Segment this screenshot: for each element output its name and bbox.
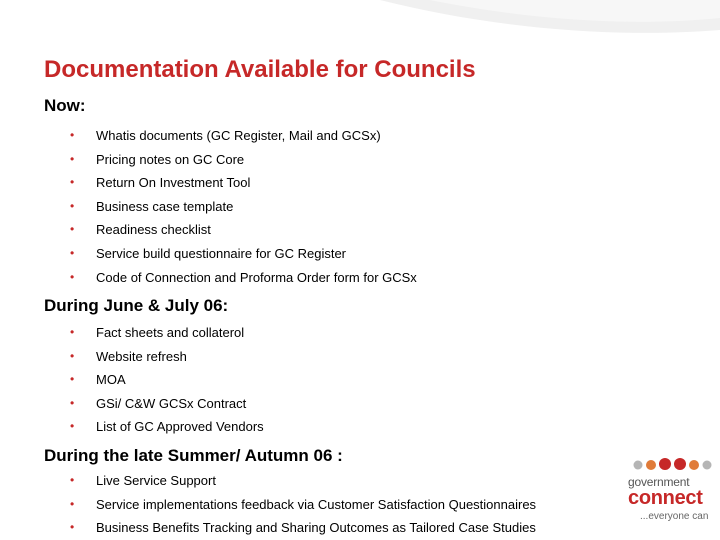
list-june-july — [70, 321, 264, 439]
list-item-text: Service implementations feedback via Customer Satisfaction Questionnaires — [96, 496, 537, 512]
list-item-text: List of GC Approved Vendors — [96, 419, 264, 435]
bullet-icon: • — [70, 520, 75, 535]
list-item — [70, 171, 417, 195]
logo-tagline: ...everyone can — [640, 511, 709, 522]
list-item-text: Whatis documents (GC Register, Mail and GCSx) — [96, 128, 381, 143]
list-item-text: Readiness checklist — [96, 222, 211, 238]
list-item-text: Pricing notes on GC Core — [96, 151, 245, 167]
section-heading-now: Now: — [44, 96, 86, 115]
list-item-text: GSi/ C&W GCSx Contract — [96, 395, 247, 411]
list-item — [70, 218, 417, 242]
list-item-text: Live Service Support — [96, 473, 216, 488]
bullet-icon: • — [70, 151, 75, 166]
list-item-text: Code of Connection and Proforma Order form for GCSx — [96, 269, 417, 285]
bullet-icon: • — [70, 198, 75, 213]
bullet-icon: • — [70, 269, 75, 284]
list-item — [70, 345, 264, 369]
bullet-icon: • — [70, 395, 75, 410]
bullet-icon: • — [70, 175, 75, 190]
section-heading-june-july: During June & July 06: — [44, 296, 229, 315]
list-item-text: MOA — [96, 372, 126, 388]
logo-dots-icon — [632, 456, 716, 472]
logo-word-connect: connect — [628, 487, 703, 509]
bullet-icon: • — [70, 473, 75, 487]
list-item — [70, 469, 536, 493]
list-item — [70, 242, 417, 266]
list-item — [70, 148, 417, 172]
list-item — [70, 321, 264, 345]
list-now — [70, 124, 417, 289]
list-item — [70, 392, 264, 416]
bullet-icon: • — [70, 348, 75, 363]
list-item-text: Fact sheets and collaterol — [96, 325, 245, 340]
decorative-swoosh — [0, 0, 720, 60]
bullet-icon: • — [70, 128, 75, 142]
logo-word-government: government — [628, 475, 690, 489]
list-item-text: Website refresh — [96, 348, 187, 364]
list-item — [70, 368, 264, 392]
bullet-icon: • — [70, 245, 75, 260]
list-item-text: Service build questionnaire for GC Register — [96, 245, 347, 261]
list-item — [70, 195, 417, 219]
section-heading-late-summer: During the late Summer/ Autumn 06 : — [44, 446, 343, 465]
government-connect-logo — [620, 452, 720, 532]
bullet-icon: • — [70, 372, 75, 387]
list-late-summer — [70, 469, 536, 540]
list-item-text: Business case template — [96, 198, 234, 214]
list-item — [70, 516, 536, 540]
bullet-icon: • — [70, 222, 75, 237]
list-item — [70, 124, 417, 148]
slide-title: Documentation Available for Councils — [44, 56, 476, 83]
bullet-icon: • — [70, 419, 75, 434]
list-item — [70, 493, 536, 517]
bullet-icon: • — [70, 496, 75, 511]
list-item-text: Return On Investment Tool — [96, 175, 251, 191]
bullet-icon: • — [70, 325, 75, 339]
list-item — [70, 266, 417, 290]
list-item-text: Business Benefits Tracking and Sharing Outcomes as Tailored Case Studies — [96, 520, 536, 536]
list-item — [70, 415, 264, 439]
